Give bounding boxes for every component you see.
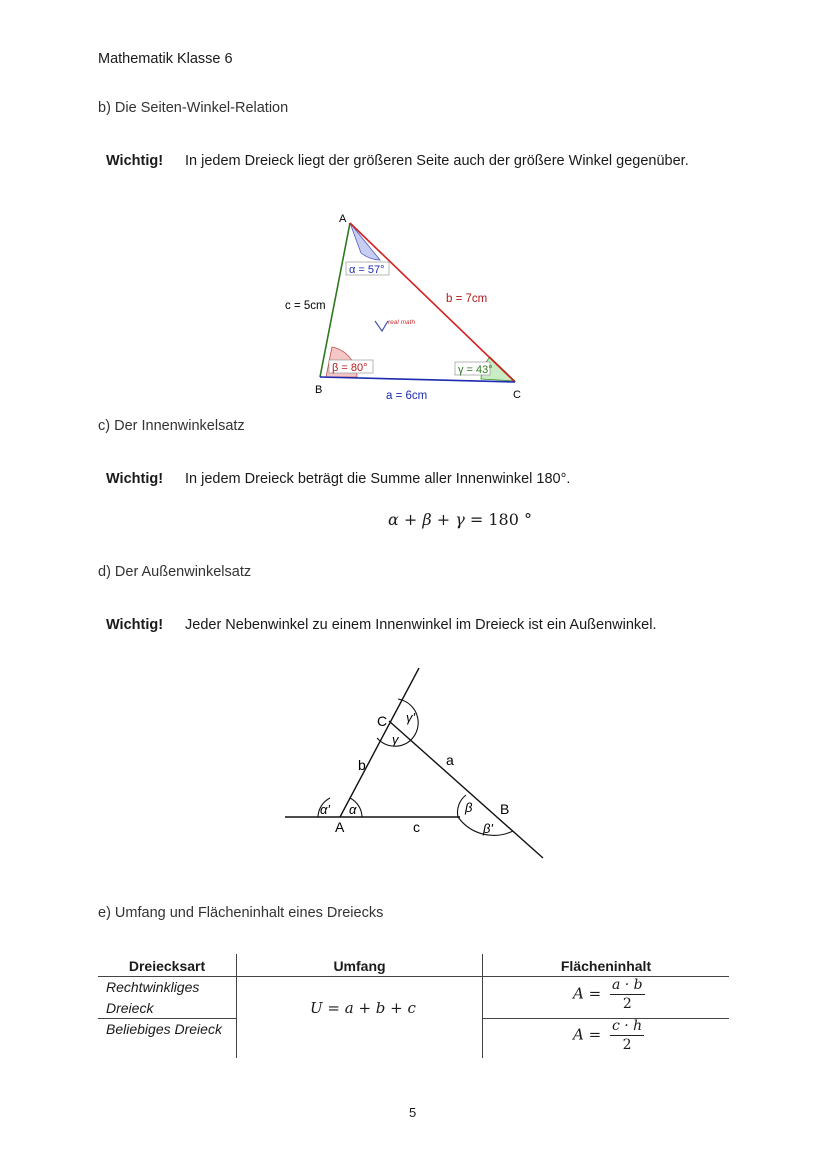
- row-divider-left: [98, 1018, 236, 1019]
- triangle-figure-1: [270, 205, 540, 405]
- table-header-perimeter: Umfang: [333, 958, 386, 974]
- section-c-note: [106, 471, 570, 487]
- svg-text:real math: real math: [388, 319, 416, 326]
- side-c-label: c: [413, 819, 420, 835]
- alpha-prime-label: α': [320, 802, 330, 817]
- vertex-a-label: A: [339, 213, 347, 225]
- vertex-c-label: C: [377, 713, 388, 729]
- table-header-kind: Dreiecksart: [128, 958, 206, 974]
- vertex-b-label: B: [500, 801, 510, 817]
- table-row-1-kind-line-2: Dreieck: [106, 1000, 154, 1016]
- vertex-c-label: C: [513, 389, 521, 401]
- section-e-heading: e) Umfang und Flächeninhalt eines Dreiecks: [98, 905, 384, 921]
- section-d-heading: d) Der Außenwinkelsatz: [98, 564, 252, 580]
- wichtig-label: Wichtig!: [106, 153, 164, 169]
- vertex-b-label: B: [315, 384, 323, 396]
- column-divider-2: [482, 954, 483, 1058]
- triangle-figure-2: [280, 660, 550, 865]
- extended-side-a: [389, 721, 543, 858]
- gamma-prime-label: γ': [406, 710, 415, 725]
- beta-label: β: [465, 800, 473, 815]
- page-number: 5: [409, 1105, 417, 1120]
- wichtig-text: In jedem Dreieck beträgt die Summe aller Innenwinkel 180°.: [185, 471, 571, 487]
- section-c-heading: c) Der Innenwinkelsatz: [98, 418, 245, 434]
- formula-rhs: 180 °: [488, 510, 532, 529]
- section-b-note: [106, 153, 689, 169]
- table-row-2-kind: Beliebiges Dreieck: [106, 1021, 222, 1037]
- triangle-formula-table: [98, 954, 729, 1058]
- column-divider-1: [236, 954, 237, 1058]
- side-b-label: b: [358, 757, 366, 773]
- side-c-label: c = 5cm: [285, 300, 326, 312]
- formula-lhs: α + β + γ: [388, 510, 465, 529]
- perimeter-formula: U = a + b + c: [310, 999, 416, 1017]
- area1-lhs: A =: [573, 984, 602, 1003]
- alpha-label: α = 57°: [349, 264, 385, 276]
- side-b-line: [350, 223, 515, 382]
- area2-fraction: [610, 1018, 644, 1053]
- gamma-label: γ: [392, 732, 399, 747]
- wichtig-text: In jedem Dreieck liegt der größeren Seite auch der größere Winkel gegenüber.: [185, 153, 689, 169]
- area2-lhs: A =: [573, 1025, 602, 1044]
- area2-denominator: 2: [622, 1037, 632, 1053]
- side-b-label: b = 7cm: [446, 293, 488, 305]
- beta-label: β = 80°: [332, 362, 368, 374]
- wichtig-text: Jeder Nebenwinkel zu einem Innenwinkel im Dreieck ist ein Außenwinkel.: [185, 617, 657, 633]
- area-formula-right-triangle: [573, 977, 645, 1012]
- gamma-label: γ = 43°: [458, 364, 493, 376]
- area1-denominator: 2: [622, 996, 632, 1012]
- realmath-logo-icon: [375, 319, 415, 331]
- table-header-area: Flächeninhalt: [560, 958, 652, 974]
- area1-numerator: a · b: [611, 977, 643, 993]
- side-a-label: a: [446, 752, 454, 768]
- side-a-label: a = 6cm: [386, 390, 428, 402]
- table-row-1-kind-line-1: Rechtwinkliges: [106, 979, 200, 995]
- angle-sum-formula: [388, 510, 532, 529]
- area1-fraction: [610, 977, 645, 1012]
- wichtig-label: Wichtig!: [106, 617, 164, 633]
- wichtig-label: Wichtig!: [106, 471, 164, 487]
- section-d-note: [106, 617, 656, 633]
- section-b-heading: b) Die Seiten-Winkel-Relation: [98, 100, 289, 116]
- area-formula-general-triangle: [573, 1018, 644, 1053]
- alpha-angle-mark: [350, 223, 380, 260]
- vertex-a-label: A: [335, 819, 345, 835]
- page-header: Mathematik Klasse 6: [98, 51, 233, 67]
- area2-numerator: c · h: [611, 1018, 643, 1034]
- formula-equals: =: [469, 510, 484, 529]
- alpha-label: α: [349, 802, 357, 817]
- beta-prime-label: β': [483, 821, 493, 836]
